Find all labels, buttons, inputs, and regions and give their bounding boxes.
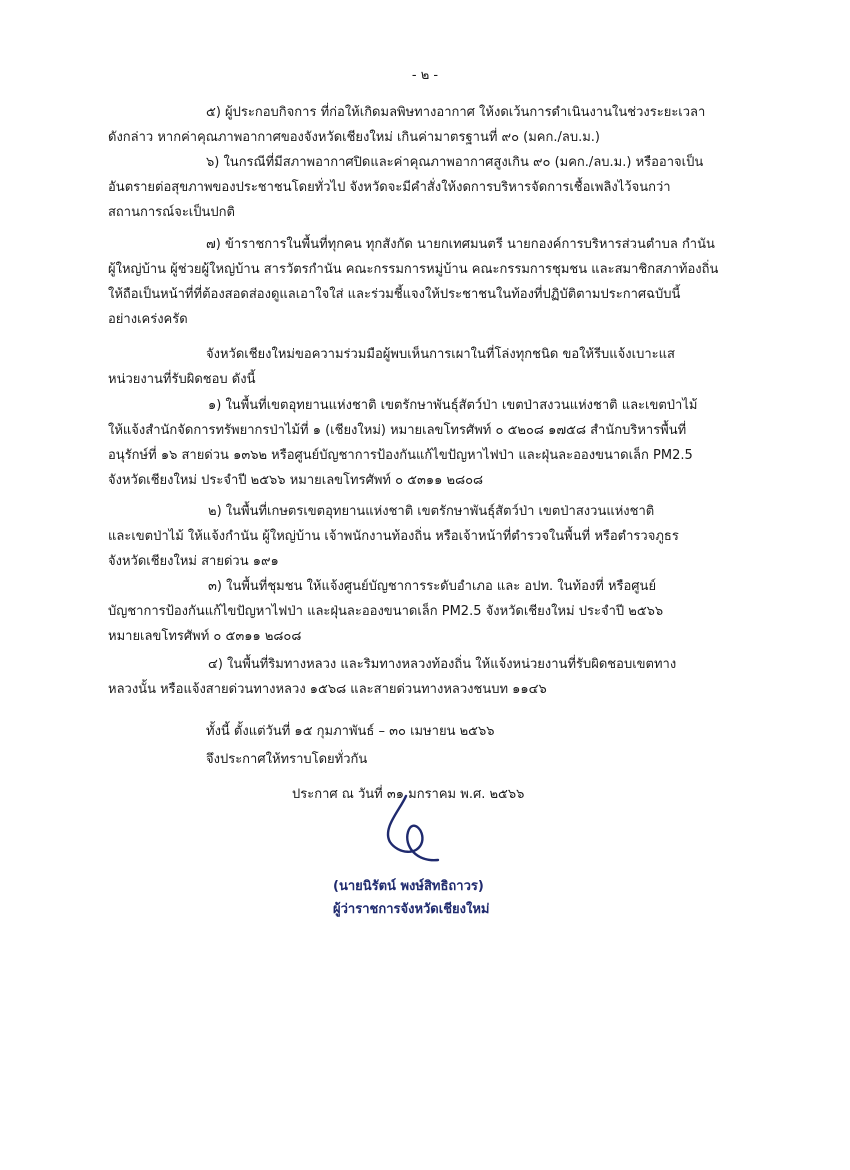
text-line: อนุรักษ์ที่ ๑๖ สายด่วน ๑๓๖๒ หรือศูนย์บัญชาการป้องกันแก้ไขปัญหาไฟป่า และฝุ่นละอองขนาดเล็ก PM2.5: [108, 448, 693, 463]
text-line: จังหวัดเชียงใหม่ ประจำปี ๒๕๖๖ หมายเลขโทรศัพท์ ๐ ๕๓๑๑ ๒๘๐๘: [108, 473, 484, 488]
paragraph-item-6: [108, 150, 748, 225]
text-line: ๓) ในพื้นที่ชุมชน ให้แจ้งศูนย์บัญชาการระดับอำเภอ และ อปท. ในท้องที่ หรือศูนย์: [208, 579, 657, 594]
signatory-position: ผู้ว่าราชการจังหวัดเชียงใหม่: [333, 902, 490, 917]
page-number: - ๒ -: [411, 68, 439, 83]
text-line: ให้แจ้งสำนักจัดการทรัพยากรป่าไม้ที่ ๑ (เชียงใหม่) หมายเลขโทรศัพท์ ๐ ๕๒๐๘ ๑๗๕๘ สำนักบริหารพื้นที่: [108, 423, 687, 438]
paragraph-item-7: [108, 232, 748, 332]
announcement-date: ประกาศ ณ วันที่ ๓๑ มกราคม พ.ศ. ๒๕๖๖: [292, 787, 525, 802]
text-line: อย่างเคร่งครัด: [108, 312, 188, 327]
text-line: หลวงนั้น หรือแจ้งสายด่วนทางหลวง ๑๕๖๘ และสายด่วนทางหลวงชนบท ๑๑๔๖: [108, 682, 547, 697]
text-line: ให้ถือเป็นหน้าที่ที่ต้องสอดส่องดูแลเอาใจใส่ และร่วมชี้แจงให้ประชาชนในท้องที่ปฏิบัติตามประกาศฉบับนี้: [108, 287, 681, 302]
text-line: ๖) ในกรณีที่มีสภาพอากาศปิดและค่าคุณภาพอากาศสูงเกิน ๙๐ (มคก./ลบ.ม.) หรืออาจเป็น: [206, 155, 704, 170]
text-line: ดังกล่าว หากค่าคุณภาพอากาศของจังหวัดเชียงใหม่ เกินค่ามาตรฐานที่ ๙๐ (มคก./ลบ.ม.): [108, 130, 600, 145]
text-line: และเขตป่าไม้ ให้แจ้งกำนัน ผู้ใหญ่บ้าน เจ้าพนักงานท้องถิ่น หรือเจ้าหน้าที่ตำรวจในพื้นที่ หรือตำรวจภูธร: [108, 529, 679, 544]
text-line: ๗) ข้าราชการในพื้นที่ทุกคน ทุกสังกัด นายกเทศมนตรี นายกองค์การบริหารส่วนตำบล กำนัน: [206, 237, 715, 252]
text-line: หน่วยงานที่รับผิดชอบ ดังนี้: [108, 372, 256, 387]
paragraph-contact-3: [108, 574, 748, 649]
paragraph-cooperation: [108, 342, 748, 392]
paragraph-item-5: [108, 100, 748, 150]
announcement-statement: จึงประกาศให้ทราบโดยทั่วกัน: [206, 752, 368, 767]
text-line: ๑) ในพื้นที่เขตอุทยานแห่งชาติ เขตรักษาพันธุ์สัตว์ป่า เขตป่าสงวนแห่งชาติ และเขตป่าไม้: [208, 398, 698, 413]
signature-mark: [360, 790, 470, 880]
text-line: ๕) ผู้ประกอบกิจการ ที่ก่อให้เกิดมลพิษทางอากาศ ให้งดเว้นการดำเนินงานในช่วงระยะเวลา: [206, 105, 706, 120]
text-line: อันตรายต่อสุขภาพของประชาชนโดยทั่วไป จังหวัดจะมีคำสั่งให้งดการบริหารจัดการเชื้อเพลิงไว้จนกว่า: [108, 180, 671, 195]
paragraph-contact-1: [108, 393, 748, 493]
paragraph-contact-4: [108, 652, 748, 702]
effective-period: ทั้งนี้ ตั้งแต่วันที่ ๑๕ กุมภาพันธ์ – ๓๐ เมษายน ๒๕๖๖: [206, 724, 495, 739]
text-line: จังหวัดเชียงใหม่ สายด่วน ๑๙๑: [108, 554, 279, 569]
text-line: หมายเลขโทรศัพท์ ๐ ๕๓๑๑ ๒๘๐๘: [108, 629, 302, 644]
text-line: บัญชาการป้องกันแก้ไขปัญหาไฟป่า และฝุ่นละอองขนาดเล็ก PM2.5 จังหวัดเชียงใหม่ ประจำปี ๒๕๖๖: [108, 604, 664, 619]
text-line: สถานการณ์จะเป็นปกติ: [108, 205, 235, 220]
signatory-name: (นายนิรัตน์ พงษ์สิทธิถาวร): [333, 879, 484, 894]
paragraph-contact-2: [108, 499, 748, 574]
text-line: ผู้ใหญ่บ้าน ผู้ช่วยผู้ใหญ่บ้าน สารวัตรกำนัน คณะกรรมการหมู่บ้าน คณะกรรมการชุมชน และสมาชิกสภาท้องถิ่น: [108, 262, 719, 277]
text-line: ๒) ในพื้นที่เกษตรเขตอุทยานแห่งชาติ เขตรักษาพันธุ์สัตว์ป่า เขตป่าสงวนแห่งชาติ: [208, 504, 655, 519]
text-line: จังหวัดเชียงใหม่ขอความร่วมมือผู้พบเห็นการเผาในที่โล่งทุกชนิด ขอให้รีบแจ้งเบาะแส: [206, 347, 675, 362]
text-line: ๔) ในพื้นที่ริมทางหลวง และริมทางหลวงท้องถิ่น ให้แจ้งหน่วยงานที่รับผิดชอบเขตทาง: [208, 657, 677, 672]
